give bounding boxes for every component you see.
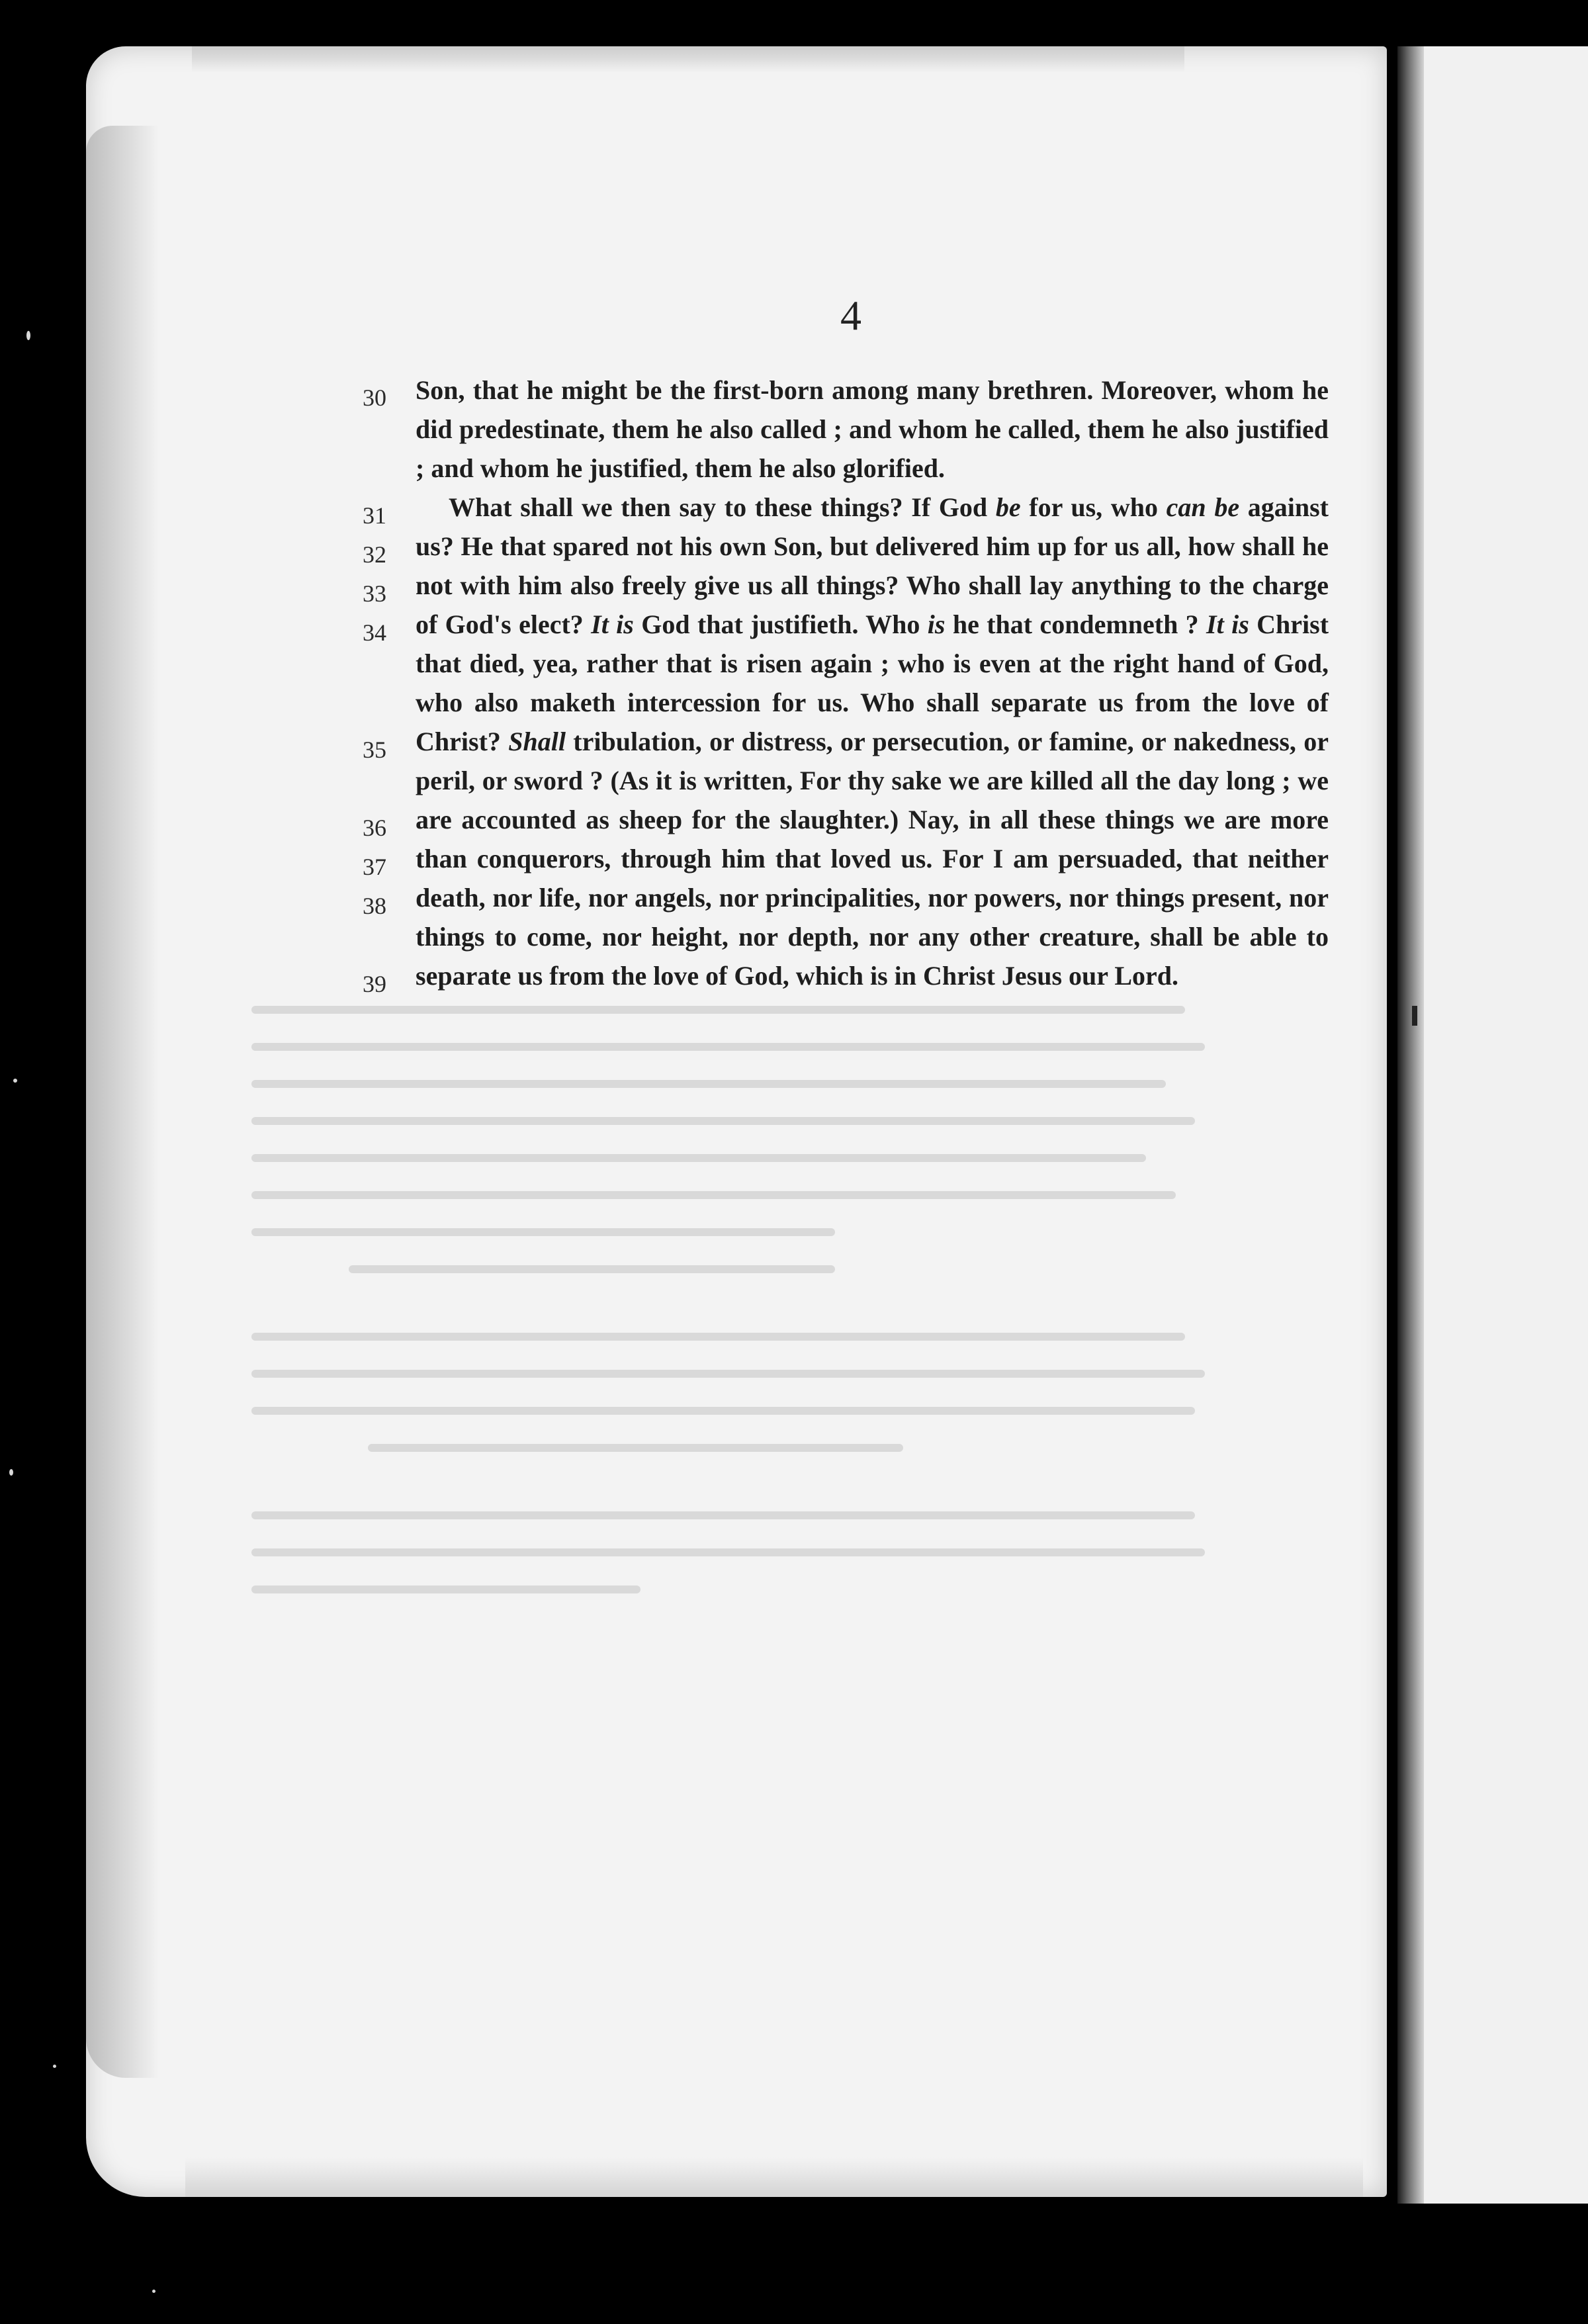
italic-run: It is [1206, 609, 1249, 639]
text-run: against us? He that spared not his own Son, but delivered him up for us all, how shall he not with him also freely give us all things? Who shall lay anything to the charge of God's elect? [416, 492, 1329, 639]
italic-run: can be [1166, 492, 1240, 522]
italic-run: It is [591, 609, 634, 639]
verse-number: 35 [363, 737, 386, 763]
paragraph-2 [416, 488, 1329, 995]
verse-number: 31 [363, 502, 386, 529]
verse-number: 30 [363, 384, 386, 411]
page-edge-top [192, 46, 1184, 73]
scan-speck [13, 1079, 17, 1083]
bleed-through-text [251, 1006, 1224, 1846]
italic-run: is [927, 609, 946, 639]
paragraph-1: Son, that he might be the first-born among many brethren. Moreover, whom he did predestinate, them he also called ; and whom he called, them he also justified ; and whom he justified, them he also glorified. [416, 375, 1329, 483]
text-run: Christ that died, yea, rather that is risen again ; who is even at the right hand of God, who also maketh intercession for us. Who shall separate us from the love of Christ? [416, 609, 1329, 756]
page-edge-mark [1412, 1006, 1417, 1026]
scan-speck [26, 331, 30, 340]
text-run: for us, who [1020, 492, 1167, 522]
verse-number: 38 [363, 893, 386, 919]
text-run: tribulation, or distress, or persecution, or famine, or nakedness, or peril, or sword ? (As it is written, For thy sake we are killed all the day long ; we are accounted as sheep for the slaughter.) Nay, in all these things we are more than conquerors, through him that loved us. For I am persuaded, that neither death, nor life, nor angels, nor principalities, nor powers, nor things present, nor things to come, nor height, nor depth, nor any other creature, shall be able to separate us from the love of God, which is in Christ Jesus our Lord. [416, 727, 1329, 991]
page-number: 4 [840, 292, 861, 339]
scan-speck [9, 1469, 13, 1476]
page-gutter [1397, 46, 1424, 2204]
verse-number: 39 [363, 971, 386, 997]
page-edge-left [86, 126, 159, 2078]
text-run: he that condemneth ? [945, 609, 1207, 639]
scan-speck [53, 2065, 56, 2068]
text-run: What shall we then say to these things? If God [449, 492, 996, 522]
page-edge-bottom [185, 2157, 1363, 2197]
verse-number: 37 [363, 854, 386, 880]
right-page [1397, 46, 1588, 2204]
italic-run: be [995, 492, 1021, 522]
verse-number: 33 [363, 580, 386, 607]
verse-number: 34 [363, 619, 386, 646]
verse-number: 32 [363, 541, 386, 568]
italic-run: Shall [508, 727, 566, 756]
verse-number: 36 [363, 815, 386, 841]
scripture-text [416, 371, 1329, 995]
scan-speck [152, 2290, 155, 2293]
text-run: God that justifieth. Who [633, 609, 928, 639]
